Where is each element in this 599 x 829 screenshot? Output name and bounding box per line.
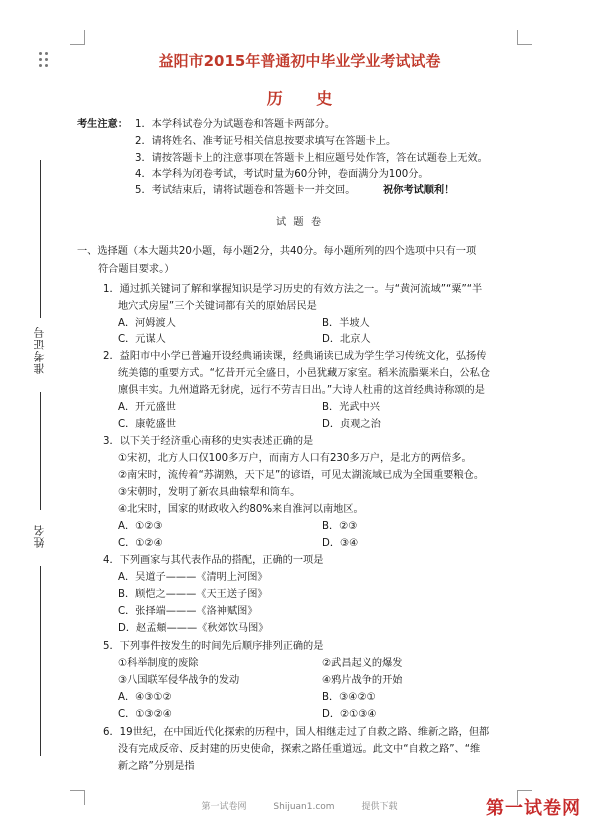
q3-option-a: A．①②③ [118,521,163,532]
q1-option-b: B．半坡人 [322,318,370,329]
footer-site[interactable]: 第一试卷网 [201,802,247,812]
q2-option-a: A．开元盛世 [118,402,176,413]
q2-option-c: C．康乾盛世 [118,419,177,430]
name-label: 姓名 [33,524,46,548]
q2-stem-line3: 廪俱丰实。九州道路无豺虎，远行不劳吉日出。”大诗人杜甫的这首经典诗称颂的是 [118,385,485,396]
q6-stem-line2: 没有完成反帝、反封建的历史使命，探索之路任重道远。此文中“自救之路”、“维 [118,744,481,755]
q5-event-3: ③八国联军侵华战争的发动 [118,675,240,686]
q6-stem-line1: 6．19世纪，在中国近代化探索的历程中，国人相继走过了自救之路、维新之路，但都 [103,727,490,738]
q1-option-c: C．元谋人 [118,334,166,345]
q3-statement-1: ①宋初，北方人口仅100多万户，而南方人口有230多万户，是北方的两倍多。 [118,453,472,464]
q2-option-b: B．光武中兴 [322,402,380,413]
q3-statement-4: ④北宋时，国家的财政收入约80%来自淮河以南地区。 [118,504,364,515]
name-line [40,566,41,756]
site-logo[interactable]: 第一试卷网 [486,798,581,819]
q1-option-d: D．北京人 [322,334,371,345]
q1-stem-line2: 地穴式房屋”三个关键词都有关的原始居民是 [118,301,317,312]
notice-item-5: 5．考试结束后，请将试题卷和答题卡一并交回。 [135,185,356,196]
exam-id-line [40,392,41,510]
q5-option-a: A．④③①② [118,692,172,703]
q2-stem-line2: 统美德的重要方式。“忆昔开元全盛日，小邑犹藏万家室。稻米流脂粟米白，公私仓 [118,368,491,379]
q6-stem-line3: 新之路”分别是指 [118,761,195,772]
q4-option-a: A．吴道子———《清明上河图》 [118,572,268,583]
q1-stem-line1: 1．通过抓关键词了解和掌握知识是学习历史的有效方法之一。与“黄河流域”“粟”“半 [103,284,483,295]
part1-header-line1: 一、选择题（本大题共20小题，每小题2分，共40分。每小题所列的四个选项中只有一项 [77,246,477,257]
part1-header-line2: 符合题目要求。） [98,264,175,275]
q5-option-b: B．③④②① [322,692,376,703]
notice-label: 考生注意： [77,119,128,130]
q3-statement-2: ②南宋时，流传着“苏湖熟，天下足”的谚语，可见太湖流域已成为全国重要粮仓。 [118,470,485,481]
q1-option-a: A．河姆渡人 [118,318,176,329]
q3-statement-3: ③宋朝时，发明了新农具曲辕犁和筒车。 [118,487,301,498]
q4-stem: 4．下列画家与其代表作品的搭配，正确的一项是 [103,555,324,566]
binding-line [40,160,41,318]
q2-stem-line1: 2．益阳市中小学已普遍开设经典诵读课，经典诵读已成为学生学习传统文化，弘扬传 [103,351,487,362]
q3-option-d: D．③④ [322,538,359,549]
crop-mark-top-right [517,30,532,45]
q3-option-b: B．②③ [322,521,358,532]
q4-option-c: C．张择端———《洛神赋图》 [118,606,258,617]
q5-event-4: ④鸦片战争的开始 [322,675,403,686]
notice-item-1: 1．本学科试卷分为试题卷和答题卡两部分。 [135,119,336,130]
q5-option-d: D．②①③④ [322,709,377,720]
footer-url[interactable]: Shijuan1.com [273,802,335,812]
notice-item-4: 4．本学科为闭卷考试，考试时量为60分钟，卷面满分为100分。 [135,169,429,180]
notice-wish: 祝你考试顺利！ [383,185,455,196]
q4-option-b: B．顾恺之———《天王送子图》 [118,589,268,600]
subject-title: 历 史 [266,89,347,108]
q5-event-2: ②武昌起义的爆发 [322,658,403,669]
q3-stem: 3．以下关于经济重心南移的史实表述正确的是 [103,436,314,447]
notice-item-2: 2．请将姓名、准考证号相关信息按要求填写在答题卡上。 [135,136,397,147]
exam-title: 益阳市2015年普通初中毕业学业考试试卷 [158,52,441,70]
q3-option-c: C．①②④ [118,538,163,549]
q5-stem: 5．下列事件按发生的时间先后顺序排列正确的是 [103,641,324,652]
notice-item-3: 3．请按答题卡上的注意事项在答题卡上相应题号处作答，答在试题卷上无效。 [135,153,488,164]
crop-mark-top-left [70,30,85,45]
exam-id-label: 准考证号 [33,326,46,374]
footer-provider: 提供下载 [361,802,398,812]
q5-event-1: ①科举制度的废除 [118,658,199,669]
q5-option-c: C．①③②④ [118,709,172,720]
q4-option-d: D．赵孟頫———《秋郊饮马图》 [118,623,269,634]
section-label: 试 题 卷 [275,217,324,228]
q2-option-d: D．贞观之治 [322,419,381,430]
